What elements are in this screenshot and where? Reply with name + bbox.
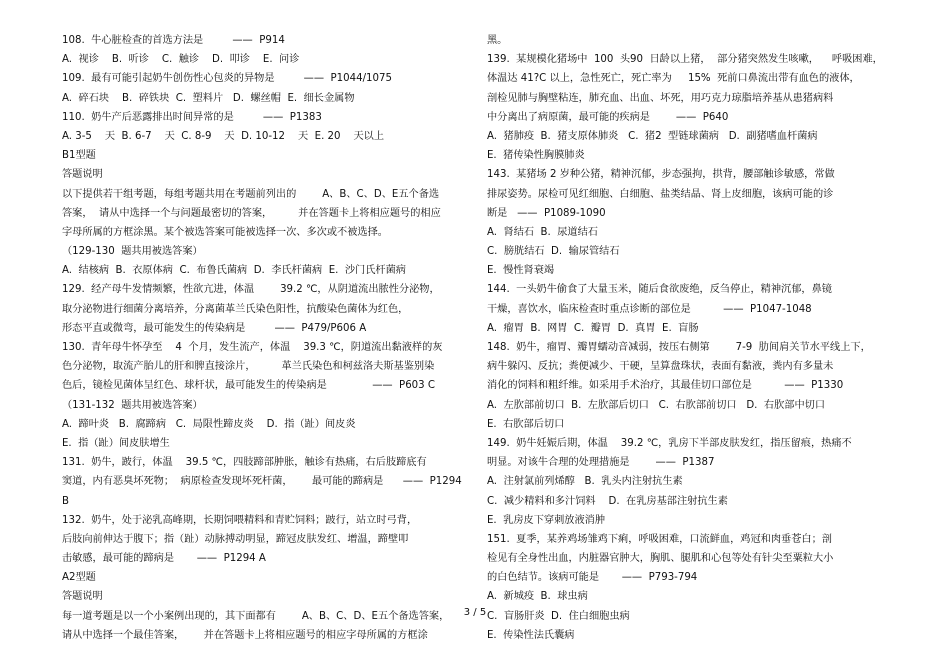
text-line: 答题说明: [62, 169, 103, 181]
text-line: E. 右肷部后切口: [487, 418, 565, 430]
text-line: B: [62, 495, 69, 507]
text-line: A. 3-5 天 B. 6-7 天 C. 8-9 天 D. 10-12 天 E. 20 天以上: [62, 130, 385, 142]
text-line: C. 盲肠肝炎 D. 住白细胞虫病: [487, 610, 630, 622]
text-line: A. 结核病 B. 衣原体病 C. 布鲁氏菌病 D. 李氏杆菌病 E. 沙门氏杆菌病: [62, 265, 406, 277]
text-line: 击敏感，最可能的蹄病是 —— P1294 A: [62, 553, 266, 565]
text-line: 130. 青年母牛怀孕至 4 个月，发生流产，体温 39.3 ℃，阴道流出黏液样的灰: [62, 342, 443, 353]
text-line: C. 膀胱结石 D. 输尿管结石: [487, 246, 620, 258]
text-line: A. 新城疫 B. 球虫病: [487, 591, 588, 603]
text-line: 请从中选择一个最佳答案， 并在答题卡上将相应题号的相应字母所属的方框涂: [62, 629, 428, 641]
text-line: 取分泌物进行细菌分离培养，分离菌革兰氏染色阳性，抗酸染色菌体为红色，: [62, 303, 409, 315]
text-line: 的白色结节。该病可能是 —— P793-794: [487, 572, 698, 584]
text-line: A. 左肷部前切口 B. 左肷部后切口 C. 右肷部前切口 D. 右肷部中切口: [487, 399, 826, 411]
text-line: A. 猪肺疫 B. 猪支原体肺炎 C. 猪2 型链球菌病 D. 副猪嗜血杆菌病: [487, 130, 818, 142]
text-line: 排尿姿势。尿检可见红细胞、白细胞、盐类结晶、肾上皮细胞，该病可能的诊: [487, 188, 834, 200]
text-line: 明显。对该牛合理的处理措施是 —— P1387: [487, 457, 715, 469]
left-column: [62, 31, 472, 645]
text-line: （131-132 题共用被选答案）: [62, 399, 203, 411]
text-line: B1型题: [62, 150, 96, 162]
text-line: 108. 牛心脏检查的首选方法是 —— P914: [62, 35, 285, 46]
text-line: 断是 —— P1089-1090: [487, 207, 606, 219]
text-line: A. 视诊 B. 听诊 C. 触诊 D. 叩诊 E. 问诊: [62, 54, 300, 66]
text-line: 消化的饲料和粗纤维。如采用手术治疗，其最佳切口部位是 —— P1330: [487, 380, 844, 392]
text-line: 139. 某规模化猪场中 100 头90 日龄以上猪， 部分猪突然发生咳嗽， 呼吸困难，: [487, 54, 883, 66]
text-line: 剖检见肺与胸壁粘连，肺充血、出血、坏死，用巧克力琼脂培养基从患猪病料: [487, 92, 834, 104]
text-line: 窦道，内有恶臭坏死物； 病原检查发现坏死杆菌， 最可能的蹄病是 —— P1294: [62, 476, 462, 488]
text-line: 每一道考题是以一个小案例出现的，其下面都有 A、B、C、D、E五个备选答案，: [62, 610, 450, 622]
text-line: 检见有全身性出血，内脏器官肿大，胸肌、腿肌和心包等处有针尖至粟粒大小: [487, 553, 834, 565]
text-line: 答题说明: [62, 591, 103, 603]
text-line: 黑。: [487, 35, 508, 46]
text-line: 色分泌物，取流产胎儿的肝和脾直接涂片， 革兰氏染色和柯兹洛夫斯基鉴别染: [62, 361, 435, 373]
text-line: 字母所属的方框涂黑。某个被选答案可能被选择一次、多次或不被选择。: [62, 226, 388, 238]
text-line: 答案， 请从中选择一个与问题最密切的答案， 并在答题卡上将相应题号的相应: [62, 207, 441, 219]
text-line: 132. 奶牛，处于泌乳高峰期，长期饲喂精料和青贮饲料；跛行，站立时弓背，: [62, 514, 418, 526]
text-line: 129. 经产母牛发情频繁，性欲亢进，体温 39.2 ℃，从阴道流出脓性分泌物，: [62, 284, 440, 296]
text-line: E. 慢性肾衰竭: [487, 265, 555, 277]
text-line: 干燥，喜饮水，临床检查时重点诊断的部位是 —— P1047-1048: [487, 303, 812, 315]
text-line: 148. 奶牛，瘤胃、瓣胃蠕动音减弱，按压右侧第 7-9 肋间肩关节水平线上下，: [487, 342, 871, 353]
text-line: A. 肾结石 B. 尿道结石: [487, 226, 598, 238]
text-line: A. 蹄叶炎 B. 腐蹄病 C. 局限性蹄皮炎 D. 指（趾）间皮炎: [62, 418, 356, 430]
text-line: E. 猪传染性胸膜肺炎: [487, 150, 585, 162]
text-line: A. 注射氯前列烯醇 B. 乳头内注射抗生素: [487, 476, 683, 488]
text-line: 149. 奶牛妊娠后期，体温 39.2 ℃，乳房下半部皮肤发红，指压留痕，热痛不: [487, 437, 852, 449]
text-line: 131. 奶牛，跛行，体温 39.5 ℃，四肢蹄部肿胀，触诊有热痛，右后肢蹄底有: [62, 457, 427, 469]
right-column: [487, 31, 897, 645]
text-line: 病牛躲闪、反抗；粪便减少、干硬，呈算盘珠状，表面有黏液，粪内有多量未: [487, 361, 834, 373]
text-line: E. 传染性法氏囊病: [487, 629, 575, 641]
text-line: 144. 一头奶牛偷食了大量玉米，随后食欲废绝，反刍停止，精神沉郁，鼻镜: [487, 284, 832, 296]
text-line: 以下提供若干组考题，每组考题共用在考题前列出的 A、B、C、D、E五个备选: [62, 188, 440, 200]
text-line: （129-130 题共用被选答案）: [62, 246, 203, 258]
text-line: 体温达 41?C 以上，急性死亡，死亡率为 15% 死前口鼻流出带有血色的液体，: [487, 73, 860, 85]
text-line: 143. 某猪场 2 岁种公猪，精神沉郁，步态强拘，拱背，腰部触诊敏感，常做: [487, 169, 835, 181]
text-line: E. 指（趾）间皮肤增生: [62, 437, 170, 449]
text-line: 110. 奶牛产后恶露排出时间异常的是 —— P1383: [62, 111, 322, 123]
text-line: A. 碎石块 B. 碎铁块 C. 塑料片 D. 螺丝帽 E. 细长金属物: [62, 92, 355, 104]
text-line: A. 瘤胃 B. 网胃 C. 瓣胃 D. 真胃 E. 盲肠: [487, 322, 699, 334]
text-line: 151. 夏季，某养鸡场雏鸡下痢，呼吸困难，口流鲜血，鸡冠和肉垂苍白；剖: [487, 533, 832, 545]
text-line: 形态平直或微弯，最可能发生的传染病是 —— P479/P606 A: [62, 322, 367, 334]
text-line: 109. 最有可能引起奶牛创伤性心包炎的异物是 —— P1044/1075: [62, 73, 392, 85]
text-line: 后肢向前伸达于腹下；指（趾）动脉搏动明显，蹄冠皮肤发红、增温，蹄壁叩: [62, 533, 409, 545]
text-line: A2型题: [62, 572, 96, 584]
page-number: 3 / 5: [463, 607, 487, 618]
text-line: 中分离出了病原菌，最可能的疾病是 —— P640: [487, 111, 729, 123]
text-line: C. 减少精料和多汁饲料 D. 在乳房基部注射抗生素: [487, 495, 728, 507]
text-line: E. 乳房皮下穿刺放液消肿: [487, 514, 606, 526]
text-line: 色后，镜检见菌体呈红色、球杆状，最可能发生的传染病是 —— P603 C: [62, 380, 435, 392]
